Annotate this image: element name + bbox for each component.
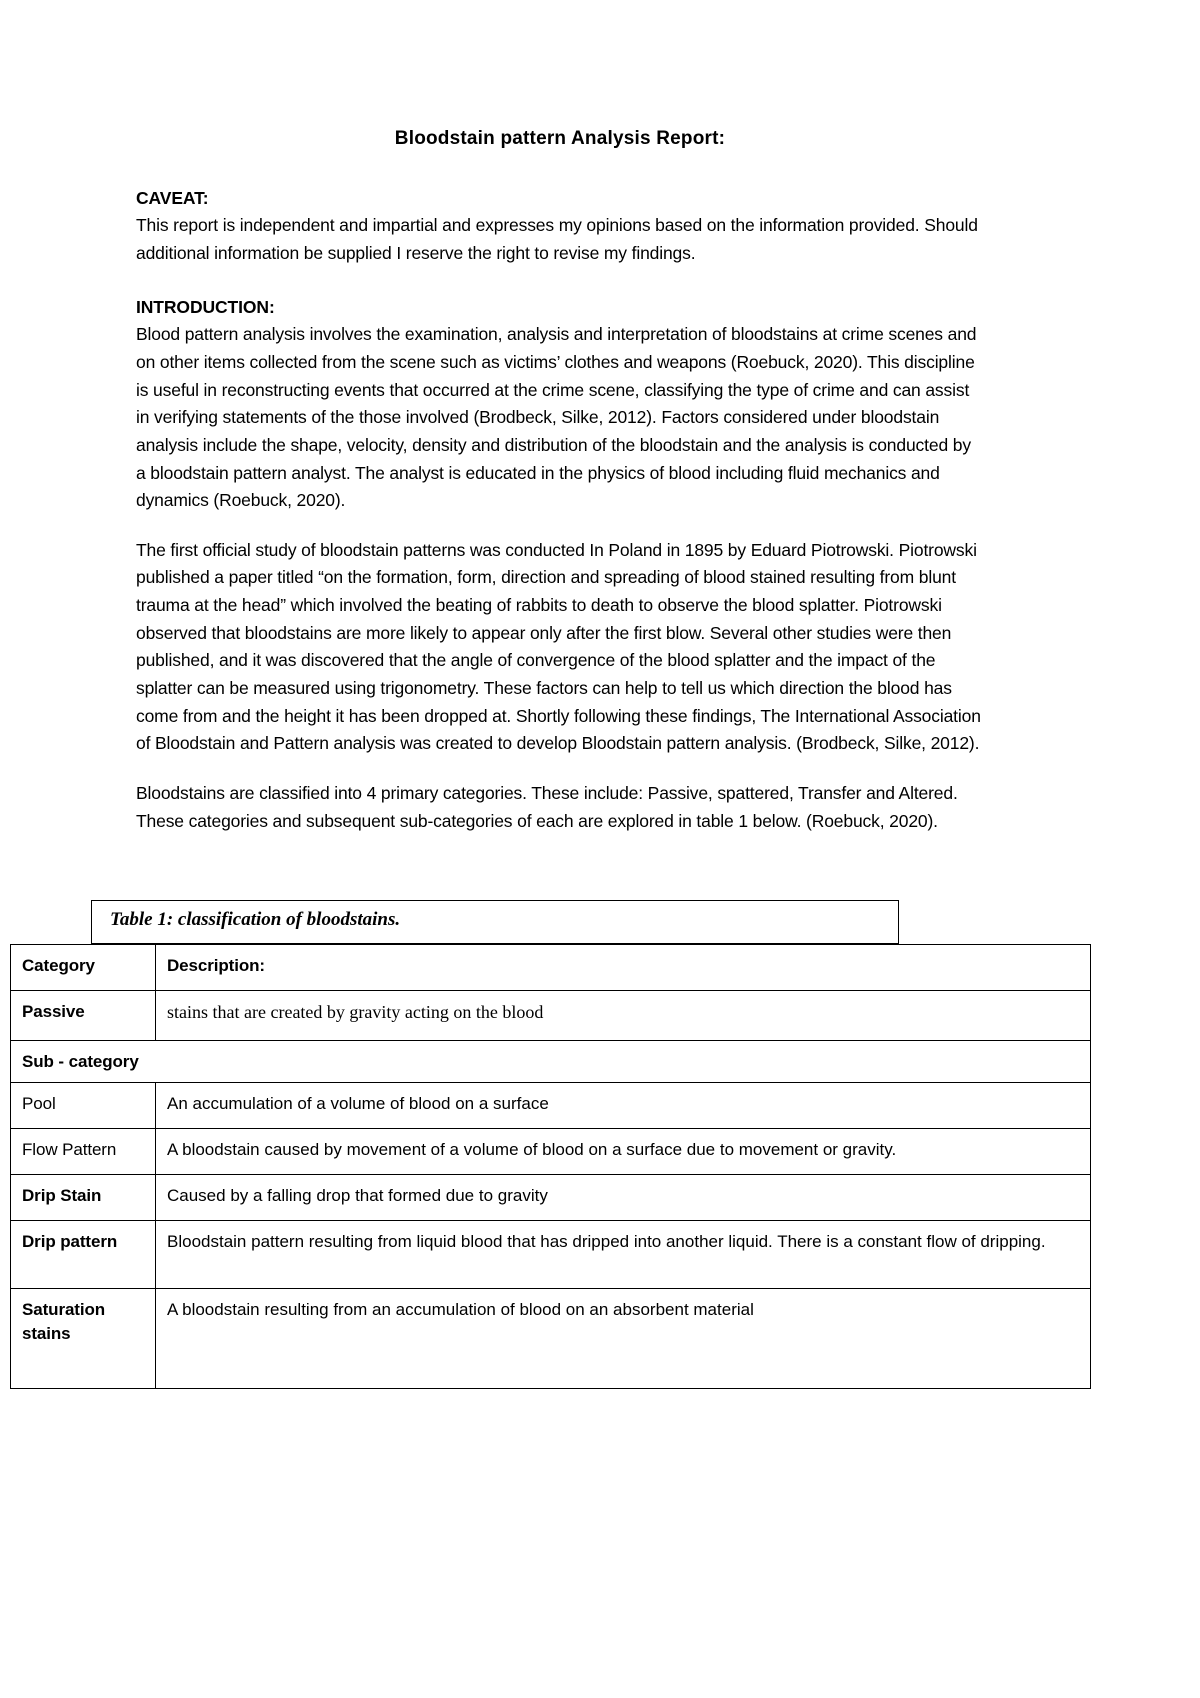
- row-description-pool: An accumulation of a volume of blood on a surface: [156, 1083, 1091, 1129]
- row-description-passive: stains that are created by gravity acting on the blood: [156, 991, 1091, 1041]
- row-description-flow-pattern: A bloodstain caused by movement of a volume of blood on a surface due to movement or gravity.: [156, 1129, 1091, 1175]
- caveat-heading: CAVEAT:: [136, 187, 209, 208]
- row-label-flow-pattern: Flow Pattern: [11, 1129, 156, 1175]
- spacer: [136, 758, 984, 780]
- table-subcategory-header-row: [11, 1041, 1091, 1083]
- page-title: Bloodstain pattern Analysis Report:: [394, 128, 726, 149]
- column-header-description: Description:: [156, 945, 1091, 991]
- spacer: [136, 268, 984, 294]
- row-label-drip-pattern: Drip pattern: [11, 1221, 156, 1289]
- row-label-saturation-stains: Saturation stains: [11, 1289, 156, 1389]
- introduction-heading: INTRODUCTION:: [136, 296, 275, 317]
- subcategory-header: Sub - category: [11, 1041, 1091, 1083]
- table-row: [11, 1083, 1091, 1129]
- table-caption: Table 1: classification of bloodstains.: [110, 909, 401, 930]
- row-label-drip-stain: Drip Stain: [11, 1175, 156, 1221]
- bloodstain-classification-table: [10, 944, 1091, 1389]
- introduction-paragraph-2: The first official study of bloodstain patterns was conducted In Poland in 1895 by Eduard Piotrowski. Piotrowski published a paper titled “on the formation, form, direction and spreading of blood stained resulting from blunt trauma at the head” which involved the beating of rabbits to death to observe the blood splatter. Piotrowski observed that bloodstains are more likely to appear only after the first blow. Several other studies were then published, and it was discovered that the angle of convergence of the blood splatter and the impact of the splatter can be measured using trigonometry. These factors can help to tell us which direction the blood has come from and the height it has been dropped at. Shortly following these findings, The International Association of Bloodstain and Pattern analysis was created to develop Bloodstain pattern analysis. (Brodbeck, Silke, 2012).: [136, 539, 981, 754]
- row-description-drip-pattern: Bloodstain pattern resulting from liquid blood that has dripped into another liquid. There is a constant flow of dripping.: [156, 1221, 1091, 1289]
- table-row: [11, 1175, 1091, 1221]
- table-row: [11, 1289, 1091, 1389]
- introduction-paragraph-3: Bloodstains are classified into 4 primary categories. These include: Passive, spattered, Transfer and Altered. These categories and subsequent sub-categories of each are explored in table 1 below. (Roebuck, 2020).: [136, 782, 958, 831]
- spacer: [136, 515, 984, 537]
- column-header-category: Category: [11, 945, 156, 991]
- table-row: [11, 991, 1091, 1041]
- table-1-wrapper: [10, 944, 1090, 1389]
- document-body: [136, 128, 984, 835]
- table-caption-box: [91, 900, 899, 944]
- table-row: [11, 1221, 1091, 1289]
- introduction-paragraph-1: Blood pattern analysis involves the examination, analysis and interpretation of bloodstains at crime scenes and on other items collected from the scene such as victims’ clothes and weapons (Roebuck, 2020). This discipline is useful in reconstructing events that occurred at the crime scene, classifying the type of crime and can assist in verifying statements of the those involved (Brodbeck, Silke, 2012). Factors considered under bloodstain analysis include the shape, velocity, density and distribution of the bloodstain and the analysis is conducted by a bloodstain pattern analyst. The analyst is educated in the physics of blood including fluid mechanics and dynamics (Roebuck, 2020).: [136, 324, 977, 511]
- row-description-saturation-stains: A bloodstain resulting from an accumulation of blood on an absorbent material: [156, 1289, 1091, 1389]
- table-row: [11, 1129, 1091, 1175]
- row-label-pool: Pool: [11, 1083, 156, 1129]
- row-description-drip-stain: Caused by a falling drop that formed due to gravity: [156, 1175, 1091, 1221]
- table-header-row: [11, 945, 1091, 991]
- row-label-passive: Passive: [11, 991, 156, 1041]
- caveat-paragraph: This report is independent and impartial and expresses my opinions based on the information provided. Should additional information be supplied I reserve the right to revise my findings.: [136, 215, 978, 264]
